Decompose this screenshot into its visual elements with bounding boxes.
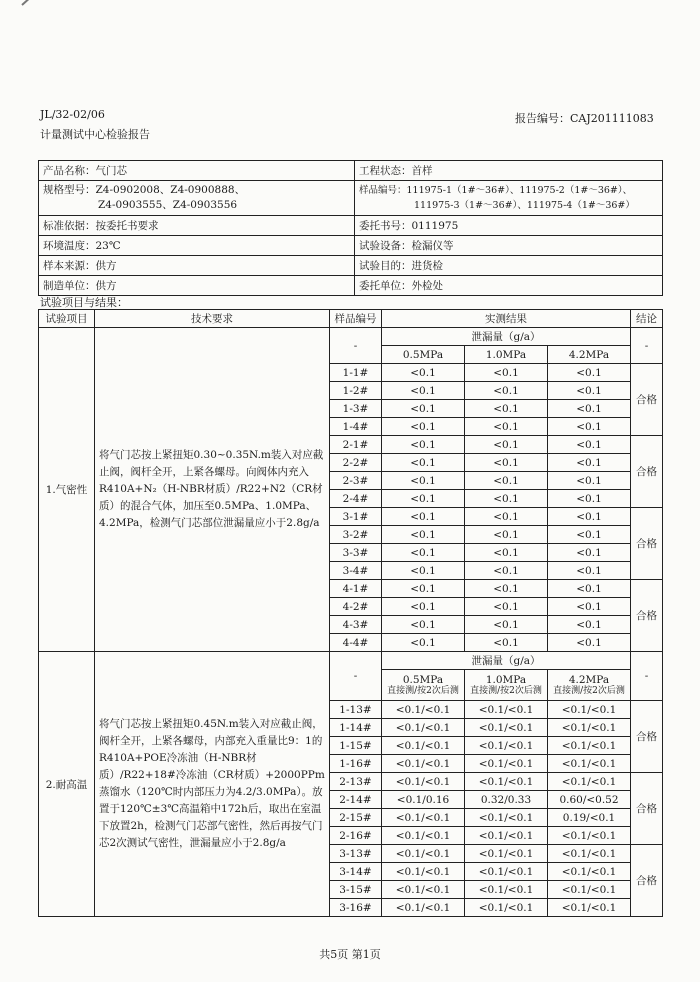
leak-title: 泄漏量（g/a） bbox=[382, 652, 631, 670]
value-1-0mpa: <0.1 bbox=[465, 364, 548, 382]
sample-id: 3-2# bbox=[330, 526, 382, 544]
value-1-0mpa: <0.1/<0.1 bbox=[465, 899, 548, 917]
value-4-2mpa: <0.1/<0.1 bbox=[548, 827, 631, 845]
sample-id: 1-14# bbox=[330, 719, 382, 737]
value-0-5mpa: <0.1 bbox=[382, 400, 465, 418]
value-1-0mpa: <0.1 bbox=[465, 544, 548, 562]
value-0-5mpa: <0.1/<0.1 bbox=[382, 773, 465, 791]
doc-code: JL/32-02/06 bbox=[40, 108, 105, 121]
value-4-2mpa: <0.1 bbox=[548, 364, 631, 382]
pressure-header bbox=[465, 346, 548, 364]
sample-id: 2-2# bbox=[330, 454, 382, 472]
value-0-5mpa: <0.1/<0.1 bbox=[382, 863, 465, 881]
value-1-0mpa: <0.1 bbox=[465, 436, 548, 454]
sample-id: 3-3# bbox=[330, 544, 382, 562]
value-1-0mpa: <0.1/<0.1 bbox=[465, 719, 548, 737]
value-4-2mpa: <0.1 bbox=[548, 634, 631, 652]
sample-id: 4-2# bbox=[330, 598, 382, 616]
commission-number: 委托书号：0111975 bbox=[355, 216, 663, 236]
value-1-0mpa: <0.1 bbox=[465, 634, 548, 652]
value-1-0mpa: <0.1/<0.1 bbox=[465, 845, 548, 863]
report-number: 报告编号：CAJ201111083 bbox=[515, 112, 654, 125]
value-1-0mpa: <0.1 bbox=[465, 562, 548, 580]
info-table bbox=[38, 160, 663, 296]
value-0-5mpa: <0.1/<0.1 bbox=[382, 809, 465, 827]
value-1-0mpa: <0.1/<0.1 bbox=[465, 827, 548, 845]
value-4-2mpa: 0.60/<0.52 bbox=[548, 791, 631, 809]
value-0-5mpa: <0.1/<0.1 bbox=[382, 701, 465, 719]
value-0-5mpa: <0.1 bbox=[382, 454, 465, 472]
sample-id: 4-1# bbox=[330, 580, 382, 598]
value-4-2mpa: <0.1 bbox=[548, 472, 631, 490]
value-0-5mpa: <0.1/0.16 bbox=[382, 791, 465, 809]
sample-id: 3-14# bbox=[330, 863, 382, 881]
value-4-2mpa: <0.1 bbox=[548, 526, 631, 544]
value-1-0mpa: <0.1 bbox=[465, 418, 548, 436]
test-requirement: 将气门芯按上紧扭矩0.30~0.35N.m装入对应截止阀，阀杆全开，上紧各螺母。向阀体内充入R410A+N₂（H-NBR材质）/R22+N2（CR材质）的混合气体，加压至0.5MPa、1.0MPa、4.2MPa，检测气门芯部位泄漏量应小于2.8g/a bbox=[95, 328, 330, 652]
test-equipment: 试验设备：检漏仪等 bbox=[355, 236, 663, 256]
value-0-5mpa: <0.1/<0.1 bbox=[382, 827, 465, 845]
value-0-5mpa: <0.1 bbox=[382, 436, 465, 454]
sample-id: 2-16# bbox=[330, 827, 382, 845]
value-4-2mpa: <0.1/<0.1 bbox=[548, 737, 631, 755]
sample-dash: - bbox=[330, 328, 382, 364]
pressure-header bbox=[548, 670, 631, 701]
value-1-0mpa: <0.1 bbox=[465, 598, 548, 616]
conclusion: 合格 bbox=[631, 845, 663, 917]
pressure-subtitle: 直接测/按2次后测 bbox=[387, 686, 459, 696]
value-4-2mpa: <0.1 bbox=[548, 454, 631, 472]
manufacturer: 制造单位：供方 bbox=[39, 276, 355, 296]
conclusion: 合格 bbox=[631, 364, 663, 436]
value-4-2mpa: <0.1/<0.1 bbox=[548, 881, 631, 899]
sample-id: 3-4# bbox=[330, 562, 382, 580]
value-1-0mpa: 0.32/0.33 bbox=[465, 791, 548, 809]
value-1-0mpa: <0.1 bbox=[465, 526, 548, 544]
spec-model: 规格型号：Z4-0902008、Z4-0900888、 Z4-0903555、Z4-0903556 bbox=[39, 181, 355, 216]
value-0-5mpa: <0.1/<0.1 bbox=[382, 719, 465, 737]
standard-basis: 标准依据：按委托书要求 bbox=[39, 216, 355, 236]
sample-id: 4-4# bbox=[330, 634, 382, 652]
value-4-2mpa: <0.1/<0.1 bbox=[548, 701, 631, 719]
col-test-item: 试验项目 bbox=[39, 310, 95, 328]
value-0-5mpa: <0.1 bbox=[382, 364, 465, 382]
value-4-2mpa: <0.1 bbox=[548, 598, 631, 616]
pressure-label: 4.2MPa bbox=[568, 348, 610, 361]
conclusion: 合格 bbox=[631, 436, 663, 508]
leak-title: 泄漏量（g/a） bbox=[382, 328, 631, 346]
value-4-2mpa: <0.1 bbox=[548, 616, 631, 634]
value-4-2mpa: <0.1 bbox=[548, 400, 631, 418]
value-4-2mpa: <0.1 bbox=[548, 490, 631, 508]
product-name: 产品名称：气门芯 bbox=[39, 161, 355, 181]
value-4-2mpa: <0.1 bbox=[548, 508, 631, 526]
sample-id: 2-13# bbox=[330, 773, 382, 791]
sample-id: 2-14# bbox=[330, 791, 382, 809]
value-1-0mpa: <0.1 bbox=[465, 400, 548, 418]
col-sample-no: 样品编号 bbox=[330, 310, 382, 328]
value-0-5mpa: <0.1 bbox=[382, 418, 465, 436]
sample-dash: - bbox=[330, 652, 382, 701]
pressure-header bbox=[548, 346, 631, 364]
pressure-subtitle: 直接测/按2次后测 bbox=[470, 686, 542, 696]
value-1-0mpa: <0.1 bbox=[465, 472, 548, 490]
section-title: 试验项目与结果： bbox=[40, 296, 128, 309]
pressure-header bbox=[382, 346, 465, 364]
value-1-0mpa: <0.1/<0.1 bbox=[465, 773, 548, 791]
value-0-5mpa: <0.1 bbox=[382, 490, 465, 508]
value-0-5mpa: <0.1 bbox=[382, 382, 465, 400]
value-1-0mpa: <0.1/<0.1 bbox=[465, 863, 548, 881]
col-requirement: 技术要求 bbox=[95, 310, 330, 328]
value-0-5mpa: <0.1/<0.1 bbox=[382, 845, 465, 863]
sample-id: 1-16# bbox=[330, 755, 382, 773]
pressure-label: 0.5MPa bbox=[402, 348, 444, 361]
value-0-5mpa: <0.1 bbox=[382, 544, 465, 562]
sample-id: 1-3# bbox=[330, 400, 382, 418]
value-0-5mpa: <0.1/<0.1 bbox=[382, 737, 465, 755]
client-unit: 委托单位：外检处 bbox=[355, 276, 663, 296]
sample-id: 3-13# bbox=[330, 845, 382, 863]
conclusion: 合格 bbox=[631, 701, 663, 773]
sample-id: 1-15# bbox=[330, 737, 382, 755]
org-title: 计量测试中心检验报告 bbox=[40, 128, 150, 141]
value-1-0mpa: <0.1 bbox=[465, 490, 548, 508]
value-1-0mpa: <0.1 bbox=[465, 382, 548, 400]
sample-id: 4-3# bbox=[330, 616, 382, 634]
conclusion: 合格 bbox=[631, 508, 663, 580]
conclusion: 合格 bbox=[631, 580, 663, 652]
value-4-2mpa: <0.1 bbox=[548, 436, 631, 454]
scan-mark bbox=[21, 0, 42, 6]
test-purpose: 试验目的：进货检 bbox=[355, 256, 663, 276]
sample-id: 3-15# bbox=[330, 881, 382, 899]
value-1-0mpa: <0.1 bbox=[465, 616, 548, 634]
sample-id: 2-4# bbox=[330, 490, 382, 508]
sample-id: 1-4# bbox=[330, 418, 382, 436]
value-0-5mpa: <0.1/<0.1 bbox=[382, 881, 465, 899]
value-4-2mpa: <0.1/<0.1 bbox=[548, 773, 631, 791]
conclusion-dash: - bbox=[631, 328, 663, 364]
test-item-name: 2.耐高温 bbox=[39, 652, 95, 917]
value-4-2mpa: <0.1/<0.1 bbox=[548, 863, 631, 881]
col-conclusion: 结论 bbox=[631, 310, 663, 328]
value-0-5mpa: <0.1 bbox=[382, 562, 465, 580]
value-1-0mpa: <0.1/<0.1 bbox=[465, 881, 548, 899]
value-0-5mpa: <0.1/<0.1 bbox=[382, 899, 465, 917]
value-4-2mpa: 0.19/<0.1 bbox=[548, 809, 631, 827]
value-4-2mpa: <0.1/<0.1 bbox=[548, 899, 631, 917]
value-0-5mpa: <0.1 bbox=[382, 508, 465, 526]
value-0-5mpa: <0.1 bbox=[382, 526, 465, 544]
value-4-2mpa: <0.1/<0.1 bbox=[548, 845, 631, 863]
value-4-2mpa: <0.1/<0.1 bbox=[548, 755, 631, 773]
test-item-name: 1.气密性 bbox=[39, 328, 95, 652]
value-1-0mpa: <0.1/<0.1 bbox=[465, 737, 548, 755]
ambient-temperature: 环境温度：23℃ bbox=[39, 236, 355, 256]
value-4-2mpa: <0.1 bbox=[548, 418, 631, 436]
sample-id: 1-1# bbox=[330, 364, 382, 382]
sample-id: 1-13# bbox=[330, 701, 382, 719]
value-1-0mpa: <0.1 bbox=[465, 508, 548, 526]
value-0-5mpa: <0.1/<0.1 bbox=[382, 755, 465, 773]
value-0-5mpa: <0.1 bbox=[382, 634, 465, 652]
pressure-subtitle: 直接测/按2次后测 bbox=[553, 686, 625, 696]
value-0-5mpa: <0.1 bbox=[382, 616, 465, 634]
pressure-header bbox=[465, 670, 548, 701]
sample-id: 2-15# bbox=[330, 809, 382, 827]
conclusion-dash: - bbox=[631, 652, 663, 701]
sample-id: 1-2# bbox=[330, 382, 382, 400]
value-4-2mpa: <0.1/<0.1 bbox=[548, 719, 631, 737]
results-table bbox=[38, 309, 663, 917]
value-4-2mpa: <0.1 bbox=[548, 382, 631, 400]
value-1-0mpa: <0.1 bbox=[465, 580, 548, 598]
conclusion: 合格 bbox=[631, 773, 663, 845]
value-4-2mpa: <0.1 bbox=[548, 544, 631, 562]
value-1-0mpa: <0.1 bbox=[465, 454, 548, 472]
value-1-0mpa: <0.1/<0.1 bbox=[465, 701, 548, 719]
value-1-0mpa: <0.1/<0.1 bbox=[465, 809, 548, 827]
col-results: 实测结果 bbox=[382, 310, 631, 328]
pressure-label: 0.5MPa bbox=[402, 674, 444, 686]
value-0-5mpa: <0.1 bbox=[382, 472, 465, 490]
sample-id: 3-16# bbox=[330, 899, 382, 917]
value-0-5mpa: <0.1 bbox=[382, 580, 465, 598]
sample-id: 2-1# bbox=[330, 436, 382, 454]
page-footer: 共5页 第1页 bbox=[319, 948, 381, 961]
value-0-5mpa: <0.1 bbox=[382, 598, 465, 616]
pressure-label: 1.0MPa bbox=[485, 674, 527, 686]
sample-id: 3-1# bbox=[330, 508, 382, 526]
test-requirement: 将气门芯按上紧扭矩0.45N.m装入对应截止阀，阀杆全开，上紧各螺母，内部充入重量比9：1的R410A+POE冷冻油（H-NBR材质）/R22+18#冷冻油（CR材质）+2000PPm蒸馏水（120℃时内部压力为4.2/3.0MPa）。放置于120℃±3℃高温箱中172h后，取出在室温下放置2h，检测气门芯部气密性，然后再按气门芯2次测试气密性，泄漏量应小于2.8g/a bbox=[95, 652, 330, 917]
pressure-label: 4.2MPa bbox=[568, 674, 610, 686]
pressure-header bbox=[382, 670, 465, 701]
engineering-status: 工程状态：首样 bbox=[355, 161, 663, 181]
value-4-2mpa: <0.1 bbox=[548, 562, 631, 580]
value-1-0mpa: <0.1/<0.1 bbox=[465, 755, 548, 773]
sample-source: 样本来源：供方 bbox=[39, 256, 355, 276]
sample-numbers: 样品编号：111975-1（1#～36#）、111975-2（1#～36#）、 111975-3（1#～36#）、111975-4（1#～36#） bbox=[355, 181, 663, 216]
sample-id: 2-3# bbox=[330, 472, 382, 490]
pressure-label: 1.0MPa bbox=[485, 348, 527, 361]
value-4-2mpa: <0.1 bbox=[548, 580, 631, 598]
